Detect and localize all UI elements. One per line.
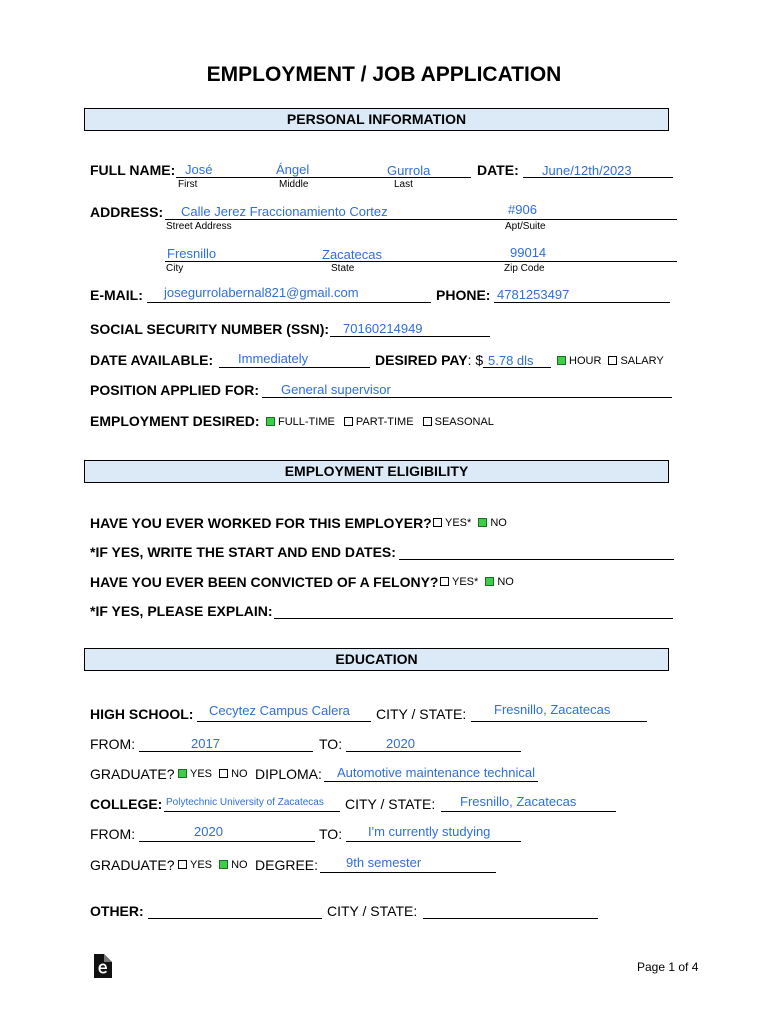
desired-pay-prefix: : $: [467, 352, 484, 368]
degree-line: [320, 872, 496, 873]
college-to-line: [346, 841, 521, 842]
first-name-field[interactable]: José: [185, 162, 213, 177]
hs-to-field[interactable]: 2020: [386, 736, 415, 751]
page-number: Page 1 of 4: [637, 960, 699, 974]
college-graduate-label: GRADUATE?: [90, 857, 175, 873]
college-city-state-field[interactable]: Fresnillo, Zacatecas: [460, 794, 577, 809]
hour-label: HOUR: [569, 355, 602, 367]
hs-to-label: TO:: [319, 736, 343, 752]
degree-field[interactable]: 9th semester: [346, 855, 422, 870]
ssn-label: SOCIAL SECURITY NUMBER (SSN):: [90, 321, 330, 337]
pay-type-options: [557, 355, 664, 367]
hs-to-line: [346, 751, 521, 752]
hs-city-state-label: CITY / STATE:: [376, 706, 467, 722]
apt-caption: Apt/Suite: [505, 221, 546, 232]
middle-caption: Middle: [279, 179, 309, 190]
hs-city-state-line: [471, 721, 647, 722]
hs-graduate-yes-checkbox[interactable]: [178, 769, 187, 778]
other-city-state-line[interactable]: [423, 918, 598, 919]
felony-no-checkbox[interactable]: [485, 577, 494, 586]
phone-field[interactable]: 4781253497: [497, 287, 570, 302]
felony-yes-label: YES*: [452, 576, 479, 588]
college-line: [164, 811, 340, 812]
last-name-field[interactable]: Gurrola: [387, 163, 431, 178]
explain-line[interactable]: [274, 618, 673, 619]
college-label: COLLEGE:: [90, 796, 163, 812]
zip-caption: Zip Code: [504, 263, 545, 274]
city-caption: City: [166, 263, 184, 274]
eforms-logo-icon: [94, 954, 112, 978]
employment-type-options: [266, 416, 494, 428]
hs-graduate-label: GRADUATE?: [90, 766, 175, 782]
ssn-line: [330, 336, 490, 337]
desired-pay-field[interactable]: 5.78 dls: [488, 353, 534, 368]
college-graduate-yes-label: YES: [190, 859, 213, 871]
worked-no-label: NO: [490, 517, 507, 529]
college-city-state-label: CITY / STATE:: [345, 796, 436, 812]
desired-pay-label: DESIRED PAY: [375, 352, 468, 368]
state-field[interactable]: Zacatecas: [322, 247, 382, 262]
date-field[interactable]: June/12th/2023: [542, 163, 632, 178]
hs-from-field[interactable]: 2017: [191, 736, 220, 751]
dates-question: *IF YES, WRITE THE START AND END DATES:: [90, 544, 396, 560]
date-available-line: [219, 367, 370, 368]
email-label: E-MAIL:: [90, 287, 143, 303]
position-field[interactable]: General supervisor: [281, 382, 391, 397]
ssn-field[interactable]: 70160214949: [343, 321, 423, 336]
part-time-checkbox[interactable]: [344, 417, 353, 426]
state-caption: State: [331, 263, 355, 274]
address-label: ADDRESS:: [90, 204, 164, 220]
section-personal-information: PERSONAL INFORMATION: [84, 108, 669, 131]
city-field[interactable]: Fresnillo: [167, 246, 217, 261]
desired-pay-label-group: [375, 352, 483, 368]
section-employment-eligibility: EMPLOYMENT ELIGIBILITY: [84, 460, 669, 483]
street-address-field[interactable]: Calle Jerez Fraccionamiento Cortez: [181, 204, 388, 219]
college-graduate-options: [178, 859, 248, 871]
felony-no-label: NO: [497, 576, 514, 588]
college-from-field[interactable]: 2020: [194, 824, 223, 839]
salary-checkbox[interactable]: [608, 356, 617, 365]
part-time-label: PART-TIME: [355, 416, 414, 428]
felony-yes-checkbox[interactable]: [440, 577, 449, 586]
worked-before-options: [433, 517, 507, 529]
position-label: POSITION APPLIED FOR:: [90, 382, 260, 398]
full-name-label: FULL NAME:: [90, 162, 176, 178]
first-caption: First: [178, 179, 198, 190]
last-caption: Last: [394, 179, 413, 190]
seasonal-checkbox[interactable]: [423, 417, 432, 426]
college-to-field[interactable]: I'm currently studying: [368, 824, 491, 839]
hs-from-line: [139, 751, 313, 752]
employment-desired-label: EMPLOYMENT DESIRED:: [90, 413, 260, 429]
college-graduate-no-label: NO: [231, 859, 248, 871]
phone-label: PHONE:: [436, 287, 491, 303]
date-available-field[interactable]: Immediately: [238, 351, 309, 366]
email-field[interactable]: josegurrolabernal821@gmail.com: [164, 285, 359, 300]
explain-question: *IF YES, PLEASE EXPLAIN:: [90, 603, 273, 619]
college-from-label: FROM:: [90, 826, 136, 842]
hs-graduate-options: [178, 768, 248, 780]
city-line: [165, 261, 677, 262]
college-graduate-yes-checkbox[interactable]: [178, 860, 187, 869]
worked-yes-checkbox[interactable]: [433, 518, 442, 527]
hs-graduate-yes-label: YES: [190, 768, 213, 780]
other-label: OTHER:: [90, 903, 144, 919]
seasonal-label: SEASONAL: [434, 416, 494, 428]
other-city-state-label: CITY / STATE:: [327, 903, 418, 919]
hs-city-state-field[interactable]: Fresnillo, Zacatecas: [494, 702, 611, 717]
date-label: DATE:: [477, 162, 519, 178]
full-time-label: FULL-TIME: [278, 416, 335, 428]
high-school-label: HIGH SCHOOL:: [90, 706, 194, 722]
worked-no-checkbox[interactable]: [478, 518, 487, 527]
position-line: [262, 397, 672, 398]
hs-graduate-no-checkbox[interactable]: [219, 769, 228, 778]
degree-label: DEGREE:: [255, 857, 319, 873]
street-line: [165, 219, 677, 220]
zip-field[interactable]: 99014: [510, 245, 547, 260]
high-school-field[interactable]: Cecytez Campus Calera: [209, 703, 350, 718]
hs-graduate-no-label: NO: [231, 768, 248, 780]
college-field[interactable]: Polytechnic University of Zacatecas: [166, 797, 324, 808]
dates-line[interactable]: [399, 559, 674, 560]
diploma-line: [324, 781, 538, 782]
other-line[interactable]: [148, 918, 322, 919]
hs-from-label: FROM:: [90, 736, 136, 752]
college-from-line: [139, 841, 315, 842]
worked-before-question: HAVE YOU EVER WORKED FOR THIS EMPLOYER?: [90, 515, 432, 531]
full-time-checkbox[interactable]: [266, 417, 275, 426]
high-school-line: [197, 721, 371, 722]
college-to-label: TO:: [319, 826, 343, 842]
date-available-label: DATE AVAILABLE:: [90, 352, 214, 368]
diploma-field[interactable]: Automotive maintenance technical: [337, 765, 536, 780]
college-graduate-no-checkbox[interactable]: [219, 860, 228, 869]
street-caption: Street Address: [166, 221, 232, 232]
section-education: EDUCATION: [84, 648, 669, 671]
phone-line: [494, 302, 670, 303]
felony-options: [440, 576, 514, 588]
document-title: EMPLOYMENT / JOB APPLICATION: [206, 63, 562, 86]
email-line: [147, 302, 431, 303]
salary-label: SALARY: [620, 355, 664, 367]
college-city-state-line: [441, 811, 616, 812]
diploma-label: DIPLOMA:: [255, 766, 322, 782]
worked-yes-label: YES*: [445, 517, 472, 529]
hour-checkbox[interactable]: [557, 356, 566, 365]
middle-name-field[interactable]: Ángel: [276, 162, 310, 177]
apt-suite-field[interactable]: #906: [508, 202, 537, 217]
felony-question: HAVE YOU EVER BEEN CONVICTED OF A FELONY?: [90, 574, 439, 590]
